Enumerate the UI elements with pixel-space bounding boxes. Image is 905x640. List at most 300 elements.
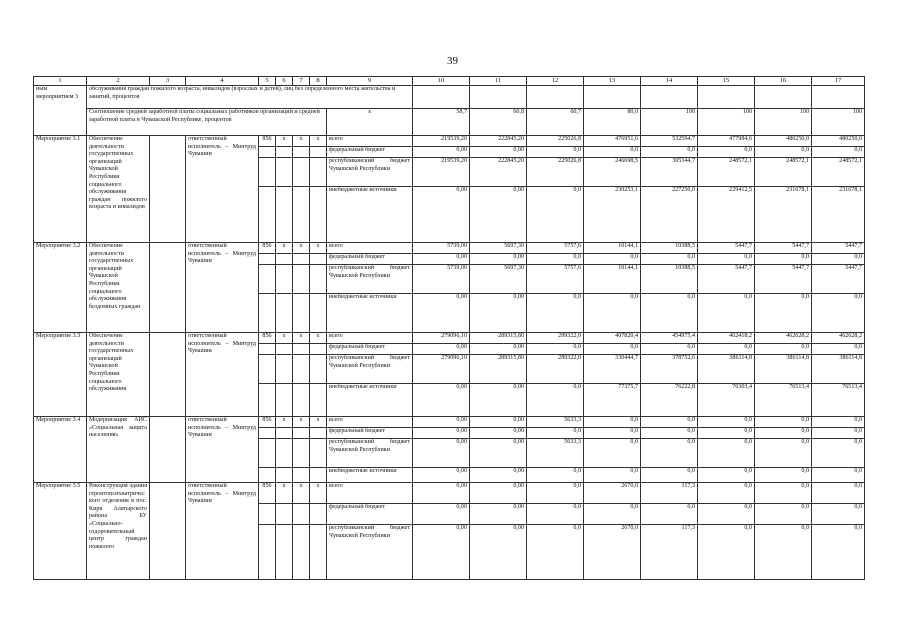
empty-cell bbox=[259, 158, 276, 187]
value-cell: 0,00 bbox=[413, 294, 470, 333]
value-cell: 0,00 bbox=[413, 483, 470, 504]
funding-source: внебюджетные источники bbox=[327, 384, 413, 417]
value-cell: 476951,6 bbox=[584, 136, 641, 147]
column-number: 8 bbox=[310, 77, 327, 86]
empty-cell bbox=[276, 147, 293, 158]
column-number: 11 bbox=[470, 77, 527, 86]
value-cell: 77375,7 bbox=[584, 384, 641, 417]
empty-cell bbox=[150, 243, 186, 333]
value-cell: 480250,0 bbox=[755, 136, 812, 147]
value-cell: 222845,20 bbox=[470, 136, 527, 147]
value-cell: 0,00 bbox=[413, 147, 470, 158]
value-cell: 248572,1 bbox=[755, 158, 812, 187]
code-mark: х bbox=[276, 483, 293, 504]
value-cell: 386114,8 bbox=[812, 355, 865, 384]
indicator-text: Соотношение средней заработной платы социальных работников организаций и средней заработной платы в Чувашской Республике, процентов bbox=[87, 109, 327, 136]
empty-cell bbox=[310, 428, 327, 439]
measure-name: Мероприятие 3.1 bbox=[34, 136, 87, 243]
code-mark: х bbox=[293, 333, 310, 344]
empty-cell bbox=[698, 86, 755, 109]
value-cell: 76222,8 bbox=[641, 384, 698, 417]
value-cell: 330444,7 bbox=[584, 355, 641, 384]
empty-cell bbox=[310, 504, 327, 525]
value-cell: 532594,7 bbox=[641, 136, 698, 147]
value-cell: 0,0 bbox=[755, 254, 812, 265]
value-cell: 0,0 bbox=[698, 504, 755, 525]
value-cell: 0,0 bbox=[584, 468, 641, 483]
value-cell: 0,0 bbox=[584, 417, 641, 428]
empty-cell bbox=[276, 468, 293, 483]
value-cell: 0,0 bbox=[584, 439, 641, 468]
value-cell: 248572,1 bbox=[812, 158, 865, 187]
funding-source: всего bbox=[327, 417, 413, 428]
funding-source: федеральный бюджет bbox=[327, 504, 413, 525]
table-row bbox=[34, 417, 865, 428]
empty-cell bbox=[310, 525, 327, 580]
value-cell: 386114,8 bbox=[698, 355, 755, 384]
value-cell: 477984,6 bbox=[698, 136, 755, 147]
empty-cell bbox=[259, 147, 276, 158]
value-cell: 0,00 bbox=[413, 525, 470, 580]
value-cell: 100 bbox=[755, 109, 812, 136]
value-cell: 5757,6 bbox=[527, 265, 584, 294]
value-cell: 0,0 bbox=[641, 254, 698, 265]
value-cell: 219539,20 bbox=[413, 158, 470, 187]
empty-cell bbox=[276, 294, 293, 333]
value-cell: 0,0 bbox=[641, 428, 698, 439]
funding-source: федеральный бюджет bbox=[327, 147, 413, 158]
value-cell: 0,0 bbox=[755, 344, 812, 355]
empty-cell bbox=[150, 417, 186, 483]
value-cell: 0,0 bbox=[584, 344, 641, 355]
value-cell: 0,0 bbox=[527, 344, 584, 355]
empty-cell bbox=[276, 428, 293, 439]
value-cell: 60,7 bbox=[527, 109, 584, 136]
value-cell: 462418,2 bbox=[698, 333, 755, 344]
value-cell: 0,0 bbox=[641, 439, 698, 468]
value-cell: 0,00 bbox=[470, 439, 527, 468]
empty-cell bbox=[293, 147, 310, 158]
value-cell: 0,00 bbox=[470, 525, 527, 580]
value-cell: 248572,1 bbox=[698, 158, 755, 187]
column-number: 17 bbox=[812, 77, 865, 86]
value-cell: 100 bbox=[698, 109, 755, 136]
value-cell: 0,0 bbox=[755, 504, 812, 525]
funding-source: республиканский бюджет Чувашской Республики bbox=[327, 355, 413, 384]
measure-description: Обеспечение деятельности государственных организаций Чувашской Республики социального обслуживания bbox=[87, 333, 150, 417]
value-cell: 0,0 bbox=[755, 483, 812, 504]
measure-executor: ответственный исполнитель - Минтруд Чувашии bbox=[186, 483, 259, 580]
value-cell: 0,0 bbox=[527, 483, 584, 504]
value-cell: 0,0 bbox=[698, 344, 755, 355]
value-cell: 231678,1 bbox=[812, 187, 865, 243]
value-cell: 225026,8 bbox=[527, 158, 584, 187]
value-cell: 279096,10 bbox=[413, 333, 470, 344]
empty-cell bbox=[276, 254, 293, 265]
value-cell: 0,0 bbox=[527, 504, 584, 525]
empty-cell bbox=[293, 254, 310, 265]
funding-source: федеральный бюджет bbox=[327, 344, 413, 355]
value-cell: 0,0 bbox=[584, 294, 641, 333]
code-mark: х bbox=[276, 417, 293, 428]
empty-cell bbox=[259, 254, 276, 265]
empty-cell bbox=[259, 504, 276, 525]
column-number: 5 bbox=[259, 77, 276, 86]
column-number: 16 bbox=[755, 77, 812, 86]
value-cell: 0,00 bbox=[470, 187, 527, 243]
empty-cell bbox=[259, 525, 276, 580]
table-row bbox=[34, 333, 865, 344]
value-cell: 289315,80 bbox=[470, 355, 527, 384]
empty-cell bbox=[259, 294, 276, 333]
value-cell: 76513,4 bbox=[812, 384, 865, 417]
code-mark: х bbox=[293, 417, 310, 428]
value-cell: 76513,4 bbox=[755, 384, 812, 417]
value-cell: 10388,5 bbox=[641, 243, 698, 254]
value-cell: 10144,1 bbox=[584, 265, 641, 294]
code-mark: х bbox=[310, 333, 327, 344]
empty-cell bbox=[276, 384, 293, 417]
empty-cell bbox=[259, 187, 276, 243]
value-cell: 386114,8 bbox=[755, 355, 812, 384]
value-cell: 462628,2 bbox=[755, 333, 812, 344]
empty-cell bbox=[755, 86, 812, 109]
value-cell: 0,00 bbox=[413, 428, 470, 439]
measure-description: Обеспечение деятельности государственных организаций Чувашской Республики социального обслуживания бездомных граждан bbox=[87, 243, 150, 333]
value-cell: 5447,7 bbox=[812, 265, 865, 294]
program-finance-table bbox=[33, 76, 865, 580]
funding-source: республиканский бюджет Чувашской Республики bbox=[327, 158, 413, 187]
value-cell: 0,0 bbox=[527, 187, 584, 243]
value-cell: 0,0 bbox=[527, 254, 584, 265]
value-cell: 0,0 bbox=[812, 468, 865, 483]
value-cell: 5447,7 bbox=[698, 265, 755, 294]
measure-name: Мероприятие 3.2 bbox=[34, 243, 87, 333]
measure-name: Мероприятие 3.3 bbox=[34, 333, 87, 417]
value-cell: 0,0 bbox=[812, 439, 865, 468]
value-cell: 5447,7 bbox=[755, 265, 812, 294]
value-cell: 407820,4 bbox=[584, 333, 641, 344]
value-cell: 0,00 bbox=[470, 147, 527, 158]
empty-cell bbox=[293, 504, 310, 525]
value-cell: 0,0 bbox=[584, 254, 641, 265]
value-cell: 5739,00 bbox=[413, 243, 470, 254]
column-number: 7 bbox=[293, 77, 310, 86]
value-cell: 0,00 bbox=[470, 468, 527, 483]
value-cell: 5633,3 bbox=[527, 417, 584, 428]
column-number: 12 bbox=[527, 77, 584, 86]
value-cell: 60,8 bbox=[470, 109, 527, 136]
value-cell: 0,00 bbox=[413, 187, 470, 243]
empty-cell bbox=[310, 187, 327, 243]
funding-source: республиканский бюджет Чувашской Республики bbox=[327, 525, 413, 580]
empty-cell bbox=[259, 344, 276, 355]
value-cell: 5697,30 bbox=[470, 243, 527, 254]
value-cell: 5447,7 bbox=[698, 243, 755, 254]
code-mark: х bbox=[293, 483, 310, 504]
table-row bbox=[34, 86, 865, 109]
value-cell: 0,0 bbox=[755, 525, 812, 580]
measure-name: ным мероприятием 3 bbox=[34, 86, 87, 136]
funding-source: внебюджетные источники bbox=[327, 468, 413, 483]
empty-cell bbox=[259, 355, 276, 384]
value-cell: 0,0 bbox=[812, 417, 865, 428]
value-cell: 58,7 bbox=[413, 109, 470, 136]
code-mark: х bbox=[276, 136, 293, 147]
funding-source: внебюджетные источники bbox=[327, 294, 413, 333]
empty-cell bbox=[150, 136, 186, 243]
funding-source: федеральный бюджет bbox=[327, 254, 413, 265]
empty-cell bbox=[310, 265, 327, 294]
value-cell: 0,00 bbox=[413, 254, 470, 265]
measure-description: Обеспечение деятельности государственных организаций Чувашской Республики социального обслуживания граждан пожилого возраста и инвалидов bbox=[87, 136, 150, 243]
value-cell: 0,00 bbox=[470, 254, 527, 265]
value-cell: 0,0 bbox=[698, 483, 755, 504]
value-cell: 0,0 bbox=[812, 344, 865, 355]
budget-code: 856 bbox=[259, 136, 276, 147]
value-cell: 480250,0 bbox=[812, 136, 865, 147]
budget-code: 856 bbox=[259, 417, 276, 428]
value-cell: 0,00 bbox=[470, 428, 527, 439]
value-cell: 80,0 bbox=[584, 109, 641, 136]
value-cell: 117,3 bbox=[641, 525, 698, 580]
table-row bbox=[34, 136, 865, 147]
value-cell: 246698,5 bbox=[584, 158, 641, 187]
measure-description: Реконструкция здания геронтопсихиатрического отделения в пос. Киря Алатырского района БУ «Социально-оздоровительный центр граждан пожилого bbox=[87, 483, 150, 580]
measure-executor: ответственный исполнитель – Минтруд Чувашии bbox=[186, 136, 259, 243]
column-number: 14 bbox=[641, 77, 698, 86]
value-cell: 0,0 bbox=[698, 417, 755, 428]
empty-cell bbox=[641, 86, 698, 109]
column-number: 15 bbox=[698, 77, 755, 86]
value-cell: 0,0 bbox=[755, 428, 812, 439]
empty-cell bbox=[293, 187, 310, 243]
measure-executor: ответственный исполнитель – Минтруд Чувашии bbox=[186, 243, 259, 333]
value-cell: 10144,1 bbox=[584, 243, 641, 254]
value-cell: 0,00 bbox=[470, 417, 527, 428]
value-cell: 117,3 bbox=[641, 483, 698, 504]
empty-cell bbox=[310, 147, 327, 158]
value-cell: 289315,80 bbox=[470, 333, 527, 344]
value-cell: 76303,4 bbox=[698, 384, 755, 417]
value-cell: 0,0 bbox=[755, 417, 812, 428]
value-cell: 5757,6 bbox=[527, 243, 584, 254]
measure-name: Мероприятие 3.5 bbox=[34, 483, 87, 580]
value-cell: 289322,0 bbox=[527, 333, 584, 344]
value-cell: 454975,4 bbox=[641, 333, 698, 344]
value-cell: 5697,30 bbox=[470, 265, 527, 294]
empty-cell bbox=[293, 428, 310, 439]
empty-cell bbox=[812, 86, 865, 109]
empty-cell bbox=[150, 483, 186, 580]
funding-source: всего bbox=[327, 483, 413, 504]
empty-cell bbox=[259, 265, 276, 294]
code-mark: х bbox=[293, 136, 310, 147]
value-cell: 0,00 bbox=[413, 504, 470, 525]
empty-cell bbox=[310, 254, 327, 265]
empty-cell bbox=[310, 344, 327, 355]
empty-cell bbox=[310, 355, 327, 384]
table-row bbox=[34, 109, 865, 136]
empty-cell bbox=[293, 344, 310, 355]
value-cell: 2670,0 bbox=[584, 483, 641, 504]
value-cell: 100 bbox=[812, 109, 865, 136]
empty-cell bbox=[310, 294, 327, 333]
empty-cell bbox=[584, 86, 641, 109]
value-cell: 0,00 bbox=[470, 344, 527, 355]
value-cell: 0,00 bbox=[413, 417, 470, 428]
value-cell: 378752,6 bbox=[641, 355, 698, 384]
value-cell: 225026,8 bbox=[527, 136, 584, 147]
value-cell: 0,0 bbox=[698, 294, 755, 333]
empty-cell bbox=[276, 344, 293, 355]
value-cell: 289322,0 bbox=[527, 355, 584, 384]
column-number: 6 bbox=[276, 77, 293, 86]
empty-cell bbox=[293, 265, 310, 294]
value-cell: 0,0 bbox=[812, 294, 865, 333]
value-cell: 0,0 bbox=[755, 147, 812, 158]
empty-cell bbox=[276, 265, 293, 294]
value-cell: 0,0 bbox=[755, 468, 812, 483]
column-number: 2 bbox=[87, 77, 150, 86]
funding-source: всего bbox=[327, 136, 413, 147]
empty-cell bbox=[276, 355, 293, 384]
table-row bbox=[34, 483, 865, 504]
measure-executor: ответственный исполнитель – Минтруд Чувашии bbox=[186, 417, 259, 483]
value-cell: 230253,1 bbox=[584, 187, 641, 243]
empty-cell bbox=[310, 468, 327, 483]
column-number: 10 bbox=[413, 77, 470, 86]
empty-cell bbox=[276, 187, 293, 243]
column-number: 1 bbox=[34, 77, 87, 86]
value-cell: 219539,20 bbox=[413, 136, 470, 147]
value-cell: 0,0 bbox=[527, 428, 584, 439]
value-cell: 0,00 bbox=[413, 344, 470, 355]
value-cell: 0,0 bbox=[698, 525, 755, 580]
empty-cell bbox=[527, 86, 584, 109]
value-cell: 0,0 bbox=[527, 525, 584, 580]
empty-cell bbox=[259, 428, 276, 439]
measure-description: Модернизация АИС «Социальная защита населения» bbox=[87, 417, 150, 483]
value-cell: 0,0 bbox=[698, 428, 755, 439]
empty-cell bbox=[470, 86, 527, 109]
value-cell: 5739,00 bbox=[413, 265, 470, 294]
value-cell: 0,0 bbox=[812, 147, 865, 158]
unit-cell: х bbox=[327, 109, 413, 136]
value-cell: 0,0 bbox=[527, 384, 584, 417]
value-cell: 0,0 bbox=[641, 294, 698, 333]
value-cell: 0,0 bbox=[584, 504, 641, 525]
value-cell: 5447,7 bbox=[812, 243, 865, 254]
value-cell: 0,0 bbox=[698, 468, 755, 483]
value-cell: 5447,7 bbox=[755, 243, 812, 254]
column-number: 9 bbox=[327, 77, 413, 86]
empty-cell bbox=[310, 384, 327, 417]
value-cell: 0,0 bbox=[812, 504, 865, 525]
value-cell: 0,0 bbox=[527, 294, 584, 333]
value-cell: 0,00 bbox=[413, 384, 470, 417]
column-number: 4 bbox=[186, 77, 259, 86]
empty-cell bbox=[259, 384, 276, 417]
value-cell: 229412,5 bbox=[698, 187, 755, 243]
value-cell: 231678,1 bbox=[755, 187, 812, 243]
budget-code: 856 bbox=[259, 483, 276, 504]
empty-cell bbox=[293, 468, 310, 483]
code-mark: х bbox=[310, 243, 327, 254]
value-cell: 0,0 bbox=[755, 439, 812, 468]
value-cell: 0,0 bbox=[698, 254, 755, 265]
value-cell: 0,00 bbox=[470, 504, 527, 525]
table-row bbox=[34, 243, 865, 254]
empty-cell bbox=[310, 439, 327, 468]
empty-cell bbox=[259, 468, 276, 483]
value-cell: 5633,3 bbox=[527, 439, 584, 468]
value-cell: 227250,0 bbox=[641, 187, 698, 243]
value-cell: 0,00 bbox=[470, 483, 527, 504]
budget-code: 856 bbox=[259, 243, 276, 254]
measure-executor: ответственный исполнитель – Минтруд Чувашии bbox=[186, 333, 259, 417]
empty-cell bbox=[293, 439, 310, 468]
value-cell: 0,0 bbox=[641, 147, 698, 158]
value-cell: 2670,0 bbox=[584, 525, 641, 580]
empty-cell bbox=[293, 384, 310, 417]
value-cell: 10388,5 bbox=[641, 265, 698, 294]
value-cell: 0,00 bbox=[413, 439, 470, 468]
empty-cell bbox=[276, 439, 293, 468]
value-cell: 0,0 bbox=[641, 344, 698, 355]
budget-code: 856 bbox=[259, 333, 276, 344]
column-number: 13 bbox=[584, 77, 641, 86]
funding-source: федеральный бюджет bbox=[327, 428, 413, 439]
measure-name: Мероприятие 3.4 bbox=[34, 417, 87, 483]
empty-cell bbox=[276, 525, 293, 580]
funding-source: внебюджетные источники bbox=[327, 187, 413, 243]
empty-cell bbox=[293, 294, 310, 333]
value-cell: 0,0 bbox=[641, 468, 698, 483]
value-cell: 0,0 bbox=[527, 468, 584, 483]
indicator-text: обслуживания граждан пожилого возраста, инвалидов (взрослых и детей), лиц без определенного места жительства и занятий, процентов bbox=[87, 86, 413, 109]
value-cell: 0,00 bbox=[470, 294, 527, 333]
empty-cell bbox=[413, 86, 470, 109]
empty-cell bbox=[310, 158, 327, 187]
empty-cell bbox=[293, 525, 310, 580]
value-cell: 222845,20 bbox=[470, 158, 527, 187]
value-cell: 100 bbox=[641, 109, 698, 136]
value-cell: 0,0 bbox=[698, 439, 755, 468]
empty-cell bbox=[150, 333, 186, 417]
value-cell: 279096,10 bbox=[413, 355, 470, 384]
page-number: 39 bbox=[447, 55, 458, 67]
code-mark: х bbox=[310, 417, 327, 428]
value-cell: 0,0 bbox=[584, 147, 641, 158]
code-mark: х bbox=[276, 243, 293, 254]
empty-cell bbox=[293, 355, 310, 384]
value-cell: 0,0 bbox=[698, 147, 755, 158]
empty-cell bbox=[293, 158, 310, 187]
funding-source: республиканский бюджет Чувашской Республики bbox=[327, 265, 413, 294]
column-number-row bbox=[34, 77, 865, 86]
value-cell: 0,0 bbox=[584, 428, 641, 439]
funding-source: всего bbox=[327, 243, 413, 254]
code-mark: х bbox=[310, 483, 327, 504]
value-cell: 0,0 bbox=[812, 254, 865, 265]
value-cell: 462628,2 bbox=[812, 333, 865, 344]
empty-cell bbox=[276, 504, 293, 525]
value-cell: 0,00 bbox=[470, 384, 527, 417]
code-mark: х bbox=[310, 136, 327, 147]
value-cell: 305344,7 bbox=[641, 158, 698, 187]
funding-source: республиканский бюджет Чувашской Республики bbox=[327, 439, 413, 468]
